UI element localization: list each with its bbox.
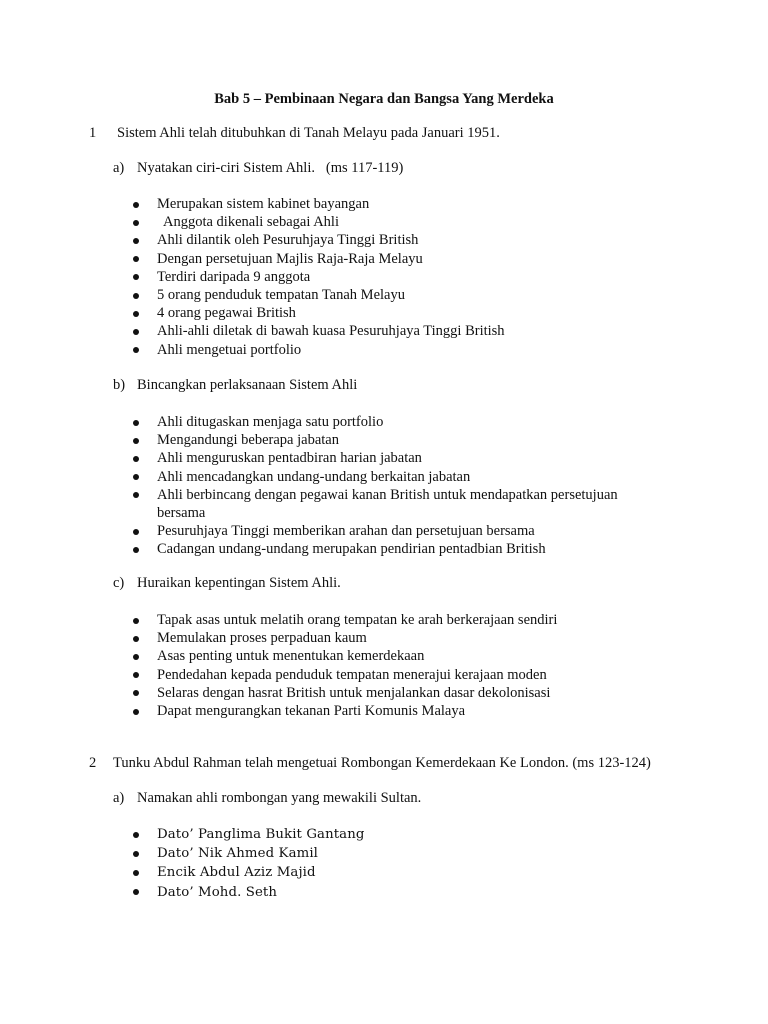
bullet-icon	[133, 636, 139, 642]
question-2a-text: Namakan ahli rombongan yang mewakili Sultan.	[137, 790, 422, 806]
list-item: Encik Abdul Aziz Majid	[130, 863, 650, 882]
question-1c-answer-list	[130, 611, 650, 720]
list-item: Dengan persetujuan Majlis Raja-Raja Melayu	[130, 250, 650, 268]
bullet-icon	[133, 870, 139, 876]
list-item: Dato’ Nik Ahmed Kamil	[130, 844, 650, 863]
question-1c-prompt	[113, 575, 341, 592]
question-1a-letter: a)	[113, 160, 125, 176]
list-item: Ahli dilantik oleh Pesuruhjaya Tinggi British	[130, 231, 650, 249]
bullet-icon	[133, 456, 139, 462]
bullet-icon	[133, 220, 139, 226]
list-item: Dato’ Mohd. Seth	[130, 883, 650, 902]
question-1b-answer-list	[130, 413, 650, 559]
list-item: Tapak asas untuk melatih orang tempatan ke arah berkerajaan sendiri	[130, 611, 650, 629]
list-item: Ahli menguruskan pentadbiran harian jabatan	[130, 449, 650, 467]
bullet-icon	[133, 274, 139, 280]
list-item: Dato’ Panglima Bukit Gantang	[130, 825, 650, 844]
list-item: Pesuruhjaya Tinggi memberikan arahan dan persetujuan bersama	[130, 522, 650, 540]
list-item: Anggota dikenali sebagai Ahli	[130, 213, 650, 231]
question-2-number: 2	[89, 755, 97, 771]
question-1-number: 1	[89, 125, 97, 141]
bullet-icon	[133, 238, 139, 244]
bullet-icon	[133, 293, 139, 299]
bullet-icon	[133, 529, 139, 535]
bullet-icon	[133, 851, 139, 857]
question-1a-text: Nyatakan ciri-ciri Sistem Ahli. (ms 117-119)	[137, 160, 404, 176]
bullet-icon	[133, 492, 139, 498]
list-item: Mengandungi beberapa jabatan	[130, 431, 650, 449]
bullet-icon	[133, 709, 139, 715]
bullet-icon	[133, 889, 139, 895]
list-item: Ahli mencadangkan undang-undang berkaitan jabatan	[130, 468, 650, 486]
list-item: Merupakan sistem kabinet bayangan	[130, 195, 650, 213]
bullet-icon	[133, 654, 139, 660]
list-item: Cadangan undang-undang merupakan pendirian pentadbian British	[130, 540, 650, 558]
question-1c-letter: c)	[113, 575, 125, 591]
bullet-icon	[133, 438, 139, 444]
list-item: Ahli-ahli diletak di bawah kuasa Pesuruhjaya Tinggi British	[130, 322, 650, 340]
list-item: Pendedahan kepada penduduk tempatan menerajui kerajaan moden	[130, 666, 650, 684]
document-title: Bab 5 – Pembinaan Negara dan Bangsa Yang Merdeka	[214, 91, 554, 107]
list-item: 5 orang penduduk tempatan Tanah Melayu	[130, 286, 650, 304]
question-1a-answer-list	[130, 195, 650, 359]
bullet-icon	[133, 311, 139, 317]
question-1b-text: Bincangkan perlaksanaan Sistem Ahli	[137, 377, 358, 393]
question-2-text: Tunku Abdul Rahman telah mengetuai Rombongan Kemerdekaan Ke London. (ms 123-124)	[113, 755, 651, 771]
question-2a-letter: a)	[113, 790, 125, 806]
bullet-icon	[133, 202, 139, 208]
question-1-text: Sistem Ahli telah ditubuhkan di Tanah Melayu pada Januari 1951.	[117, 125, 500, 141]
list-item: Ahli berbincang dengan pegawai kanan British untuk mendapatkan persetujuan bersama	[130, 486, 647, 522]
bullet-icon	[133, 832, 139, 838]
bullet-icon	[133, 256, 139, 262]
list-item: 4 orang pegawai British	[130, 304, 650, 322]
question-1c-text: Huraikan kepentingan Sistem Ahli.	[137, 575, 341, 591]
bullet-icon	[133, 690, 139, 696]
question-1b-letter: b)	[113, 377, 126, 393]
bullet-icon	[133, 347, 139, 353]
list-item: Terdiri daripada 9 anggota	[130, 268, 650, 286]
bullet-icon	[133, 420, 139, 426]
bullet-icon	[133, 547, 139, 553]
question-2a-prompt	[113, 790, 421, 807]
list-item: Dapat mengurangkan tekanan Parti Komunis Malaya	[130, 702, 650, 720]
list-item: Ahli ditugaskan menjaga satu portfolio	[130, 413, 650, 431]
list-item: Asas penting untuk menentukan kemerdekaan	[130, 647, 650, 665]
list-item: Memulakan proses perpaduan kaum	[130, 629, 650, 647]
bullet-icon	[133, 618, 139, 624]
question-1b-prompt	[113, 377, 357, 394]
question-2a-answer-list	[130, 825, 650, 902]
bullet-icon	[133, 672, 139, 678]
bullet-icon	[133, 474, 139, 480]
list-item: Selaras dengan hasrat British untuk menjalankan dasar dekolonisasi	[130, 684, 650, 702]
list-item: Ahli mengetuai portfolio	[130, 341, 650, 359]
bullet-icon	[133, 329, 139, 335]
question-1a-prompt	[113, 160, 403, 177]
